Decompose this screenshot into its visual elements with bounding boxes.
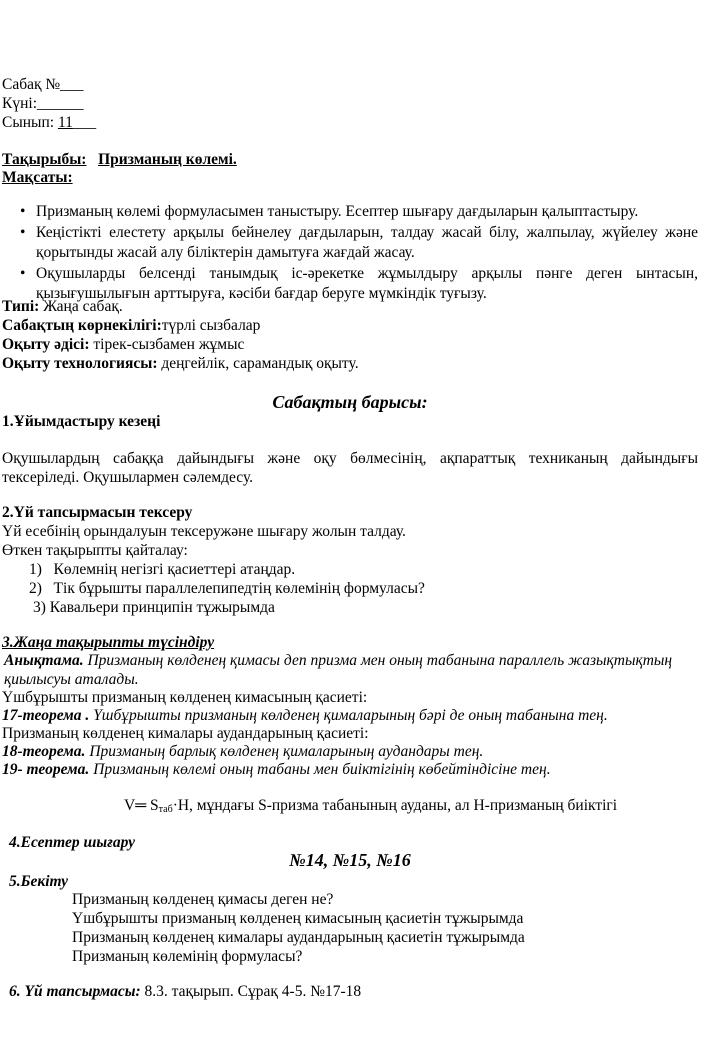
topic-value: Призманың көлемі.	[98, 151, 237, 168]
lesson-number: Сабақ №___	[2, 76, 84, 93]
stage1-text: Оқушылардың сабаққа дайындығы және оқу бөлмесінің, ақпараттық техниканың дайындығы тексеріледі. Оқушылармен сәлемдесу.	[2, 450, 698, 486]
review-question: Призманың көлденең кималары аудандарының қасиетін тұжырымда	[72, 929, 525, 946]
progress-title: Сабақтың барысы:	[272, 392, 428, 412]
review-question: Призманың көлденең қимасы деген не?	[72, 891, 334, 908]
homework: 6. Үй тапсырмасы: 8.3. тақырып. Сұрақ 4-5. №17-18	[9, 983, 362, 1000]
lesson-day: Күні:______	[2, 95, 84, 112]
goals-label: Мақсаты:	[2, 169, 73, 186]
stage5-title: 5.Бекіту	[9, 873, 69, 890]
volume-formula: V═ $S_{таб}\cdot H$, мұндағы S-призма табанының ауданы, ал H-призманың биіктігі	[124, 797, 618, 815]
theorem-18: 18-теорема. Призманың барлық көлденең қималарының аудандары тең.	[2, 743, 484, 760]
stage2-line2: Өткен тақырыпты қайталау:	[2, 542, 188, 559]
topic-line	[2, 150, 698, 169]
goal-item: • Оқушыларды белсенді танымдық іс-әрекетке жұмылдыру арқылы пәнге деген ынтасын, қызығушылығын арттыруға, кәсіби бағдар беруге мүмкіндік туғызу.	[20, 264, 698, 302]
goals-list	[20, 202, 698, 305]
goal-item: • Кеңістікті елестету арқылы бейнелеу дағдыларын, талдау жасай білу, жалпылау, жүйелеу және қорытынды жасай алу біліктерін дамытуға жағдай жасау.	[20, 223, 698, 261]
theorem-19: 19- теорема. Призманың көлемі оның табаны мен биіктігінің көбейтіндісіне тең.	[2, 761, 551, 778]
review-item: 3) Кавальери принципін тұжырымда	[33, 599, 275, 616]
stage3-title: 3.Жаңа тақырыпты түсіндіру	[2, 634, 215, 651]
review-item: 1) Көлемнің негізгі қасиеттері атаңдар.	[29, 561, 296, 578]
topic-label: Тақырыбы:	[2, 151, 87, 168]
lesson-visuals: Сабақтың көрнекілігі:түрлі сызбалар	[2, 317, 261, 334]
review-question: Призманың көлемінің формуласы?	[72, 948, 303, 965]
stage4-title: 4.Есептер шығару	[9, 834, 136, 851]
class-tail: ___	[72, 114, 97, 131]
class-value: 11	[57, 114, 73, 131]
lesson-technology: Оқыту технологиясы: деңгейлік, сарамандық оқыту.	[2, 355, 359, 372]
class-label: Сынып:	[2, 114, 58, 131]
bullet-icon: •	[20, 264, 26, 282]
lesson-type: Типі: Жаңа сабақ.	[2, 298, 123, 315]
lesson-class	[2, 113, 698, 132]
theorem-17: 17-теорема . Үшбұрышты призманың көлденең қималарының бәрі де оның табанына тең.	[2, 707, 608, 724]
review-question: Үшбұрышты призманың көлденең кимасының қасиетін тұжырымда	[72, 910, 524, 927]
definition: Анықтама. Призманың көлденең қимасы деп призма мен оның табанына параллель жазықтықтың қиылысуы аталады.	[4, 652, 673, 688]
stage2-title: 2.Үй тапсырмасын тексеру	[2, 504, 193, 521]
property-line-b: Призманың көлденең кималары аудандарының қасиеті:	[2, 725, 369, 742]
bullet-icon: •	[20, 223, 26, 241]
stage4-tasks: №14, №15, №16	[289, 850, 411, 870]
bullet-icon: •	[20, 203, 26, 220]
stage2-line1: Үй есебінің орындалуын тексеружәне шығару жолын талдау.	[2, 523, 406, 540]
stage1-title: 1.Ұйымдастыру кезеңі	[2, 413, 161, 430]
property-line-a: Үшбұрышты призманың көлденең кимасының қасиеті:	[2, 689, 368, 706]
goal-item: • Призманың көлемі формуласымен таныстыру. Есептер шығару дағдыларын қалыптастыру.	[20, 202, 698, 223]
lesson-method: Оқыту әдісі: тірек-сызбамен жұмыс	[2, 336, 245, 353]
review-item: 2) Тік бұрышты параллелепипедтің көлемінің формуласы?	[29, 580, 425, 597]
